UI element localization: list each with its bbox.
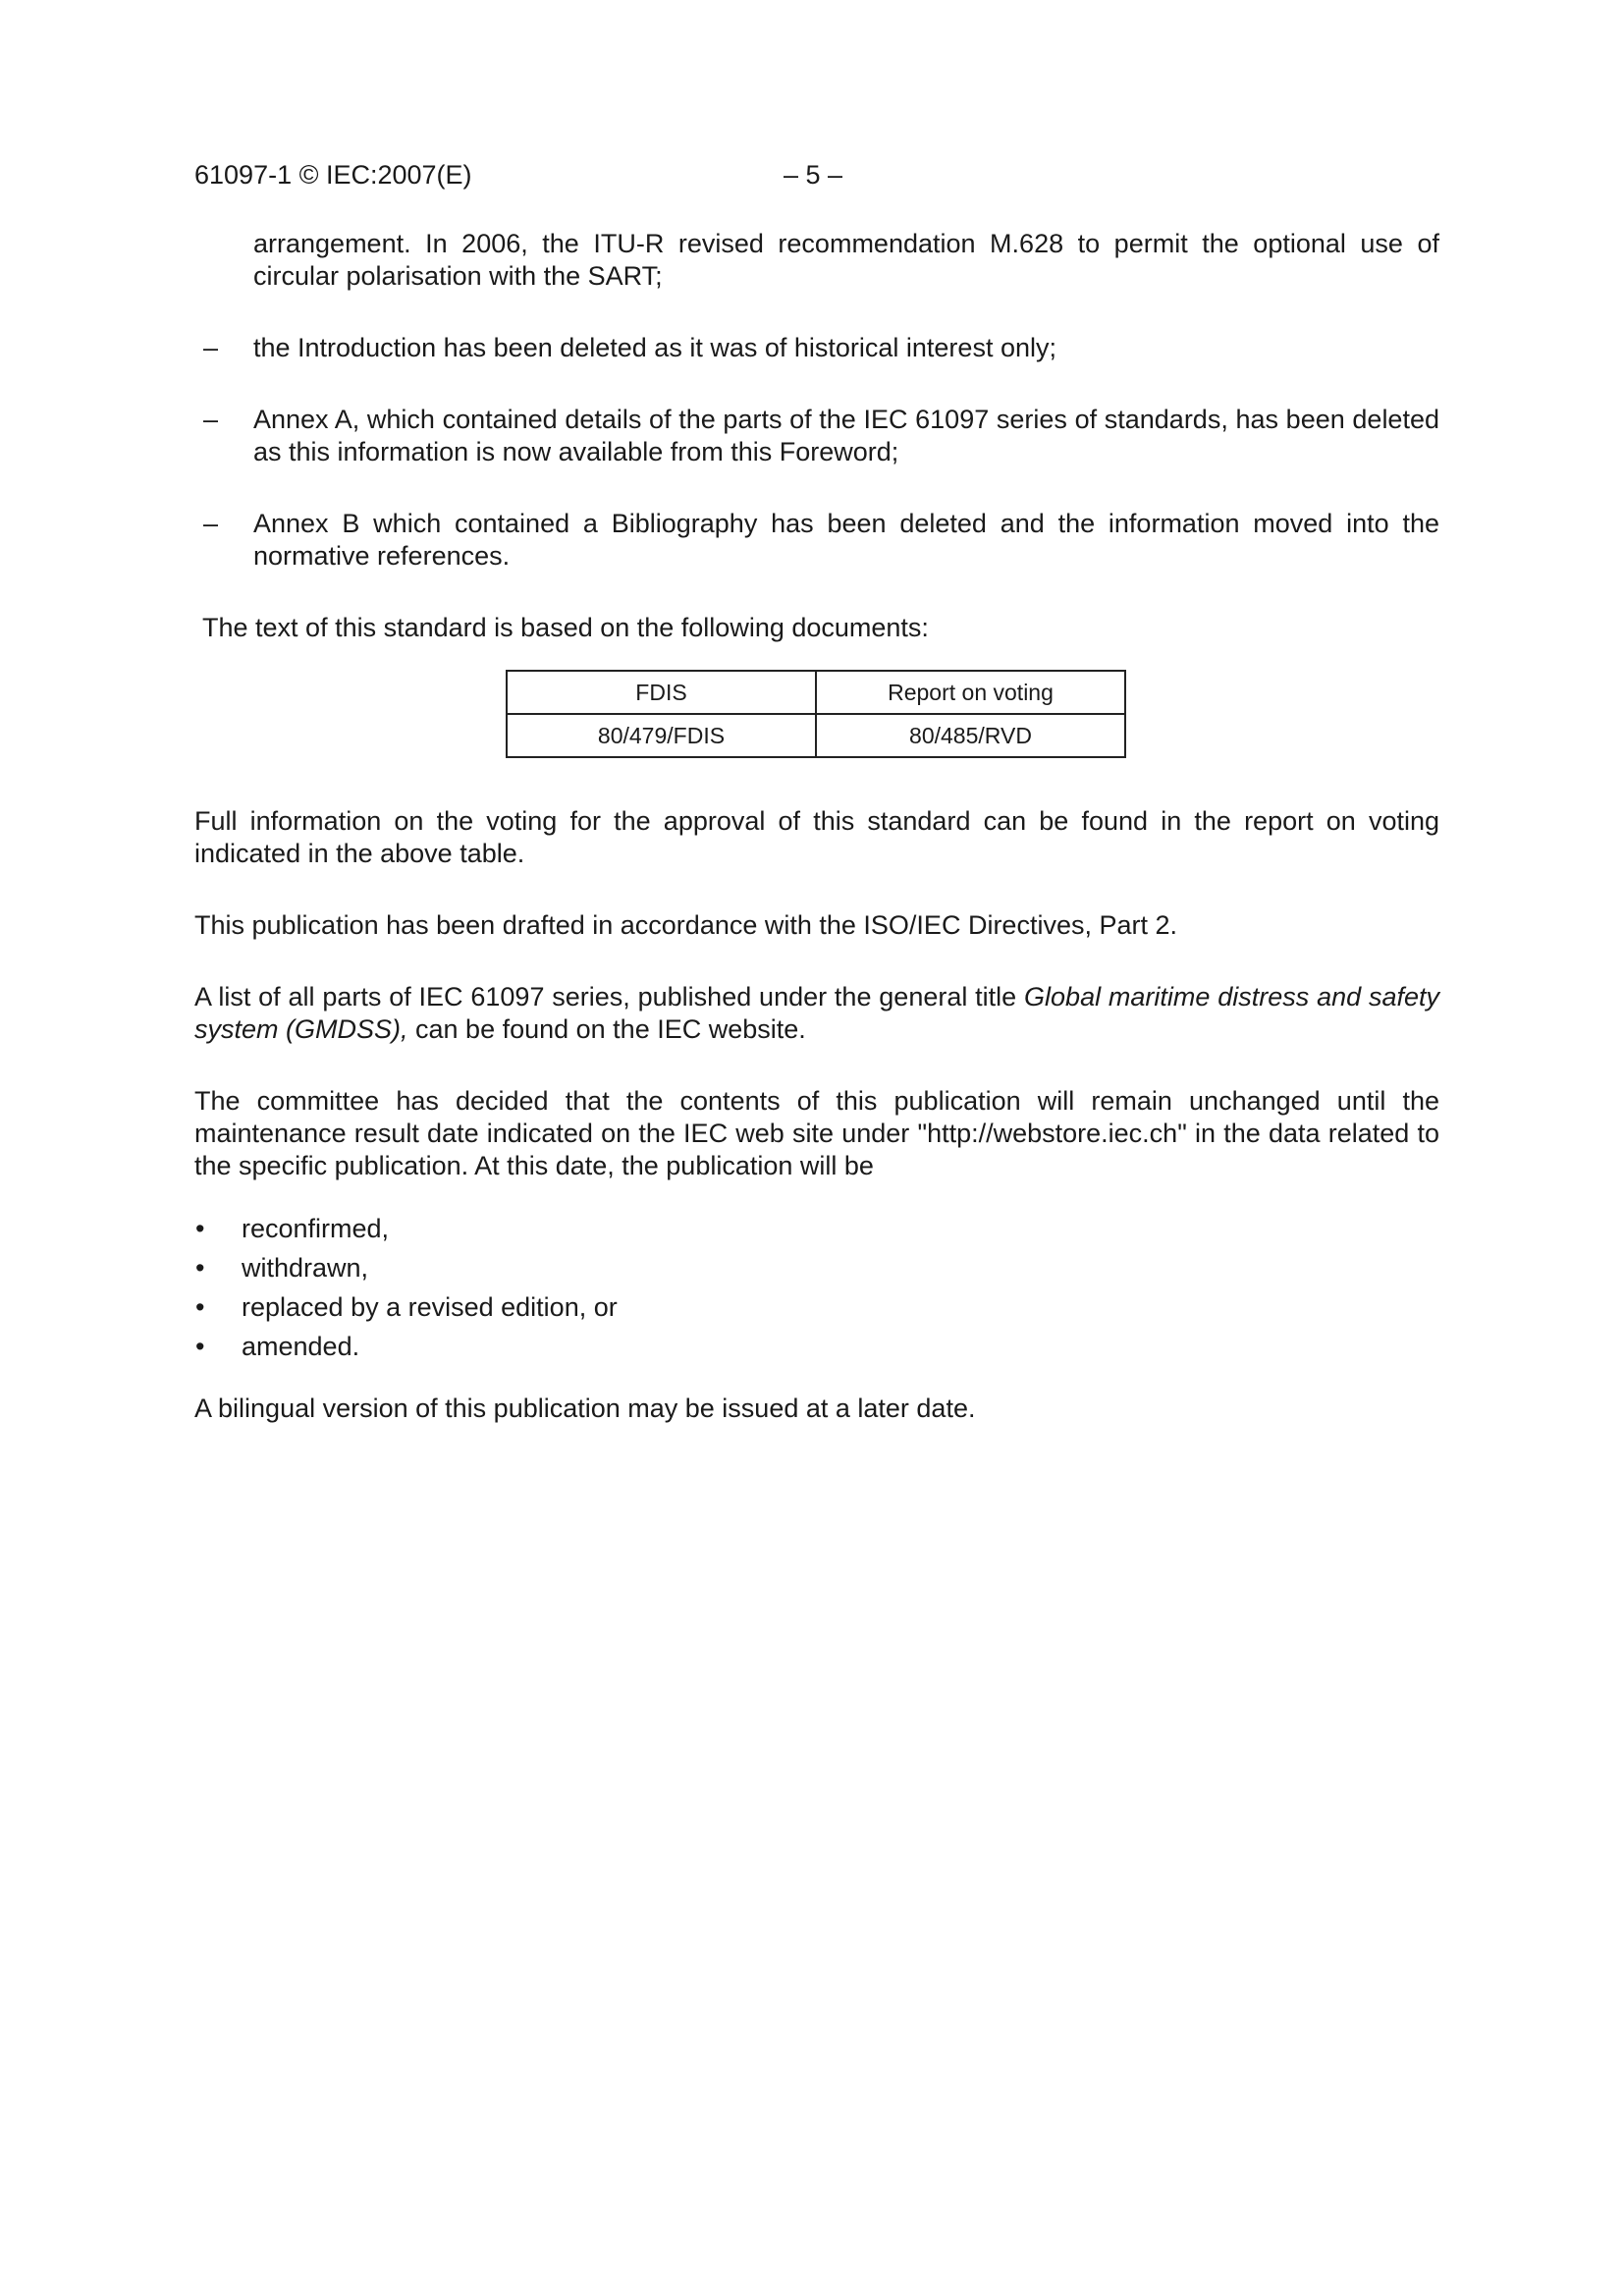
- table-cell-fdis: 80/479/FDIS: [507, 714, 816, 757]
- table-header-fdis: FDIS: [507, 671, 816, 714]
- bullet-marker: •: [195, 1214, 205, 1243]
- drafting-paragraph: This publication has been drafted in accordance with the ISO/IEC Directives, Part 2.: [194, 910, 1178, 940]
- voting-documents-table: [506, 670, 1126, 758]
- page-number: – 5 –: [784, 160, 843, 190]
- bullet-list: [194, 1209, 1439, 1366]
- document-id: 61097-1 © IEC:2007(E): [194, 160, 472, 190]
- list-item: [194, 1209, 1439, 1248]
- list-item: [194, 1327, 1439, 1366]
- table-header-report: Report on voting: [816, 671, 1125, 714]
- committee-paragraph: The committee has decided that the contents of this publication will remain unchanged until the maintenance result date indicated on the IEC web site under "http://webstore.iec.ch" in the data related to the specific publication. At this date, the publication will be: [194, 1086, 1439, 1180]
- list-item: [194, 1287, 1439, 1327]
- parts-list-text-before: A list of all parts of IEC 61097 series, published under the general title: [194, 982, 1025, 1011]
- dash-item-text: Annex A, which contained details of the parts of the IEC 61097 series of standards, has been deleted as this information is now available from this Foreword;: [253, 405, 1439, 466]
- list-item: [194, 1248, 1439, 1287]
- dash-marker: –: [203, 509, 219, 538]
- parts-list-paragraph: [194, 981, 1439, 1046]
- list-item-text: withdrawn,: [242, 1253, 369, 1283]
- general-title: Global maritime distress and safety system (GMDSS),: [194, 982, 1439, 1044]
- page-header: [194, 155, 1441, 194]
- table-header-row: [507, 671, 1125, 714]
- bilingual-paragraph: A bilingual version of this publication may be issued at a later date.: [194, 1394, 976, 1423]
- bullet-marker: •: [195, 1332, 205, 1361]
- continuation-paragraph: arrangement. In 2006, the ITU-R revised recommendation M.628 to permit the optional use of circular polarisation with the SART;: [253, 229, 1439, 291]
- voting-info-paragraph: Full information on the voting for the approval of this standard can be found in the report on voting indicated in the above table.: [194, 806, 1439, 868]
- dash-list-item: [194, 508, 1439, 573]
- dash-list-item: [194, 332, 1439, 364]
- dash-list-item: [194, 404, 1439, 468]
- dash-item-text: Annex B which contained a Bibliography has been deleted and the information moved into the normative references.: [253, 509, 1439, 571]
- bullet-marker: •: [195, 1292, 205, 1322]
- table-row: [507, 714, 1125, 757]
- documents-intro: The text of this standard is based on the following documents:: [202, 613, 929, 642]
- table-cell-rvd: 80/485/RVD: [816, 714, 1125, 757]
- list-item-text: reconfirmed,: [242, 1214, 390, 1243]
- page-body: [194, 228, 1439, 1425]
- list-item-text: replaced by a revised edition, or: [242, 1292, 618, 1322]
- dash-marker: –: [203, 405, 219, 434]
- dash-item-text: the Introduction has been deleted as it was of historical interest only;: [253, 333, 1056, 362]
- bullet-marker: •: [195, 1253, 205, 1283]
- dash-marker: –: [203, 333, 219, 362]
- parts-list-text-after: can be found on the IEC website.: [407, 1014, 806, 1044]
- list-item-text: amended.: [242, 1332, 360, 1361]
